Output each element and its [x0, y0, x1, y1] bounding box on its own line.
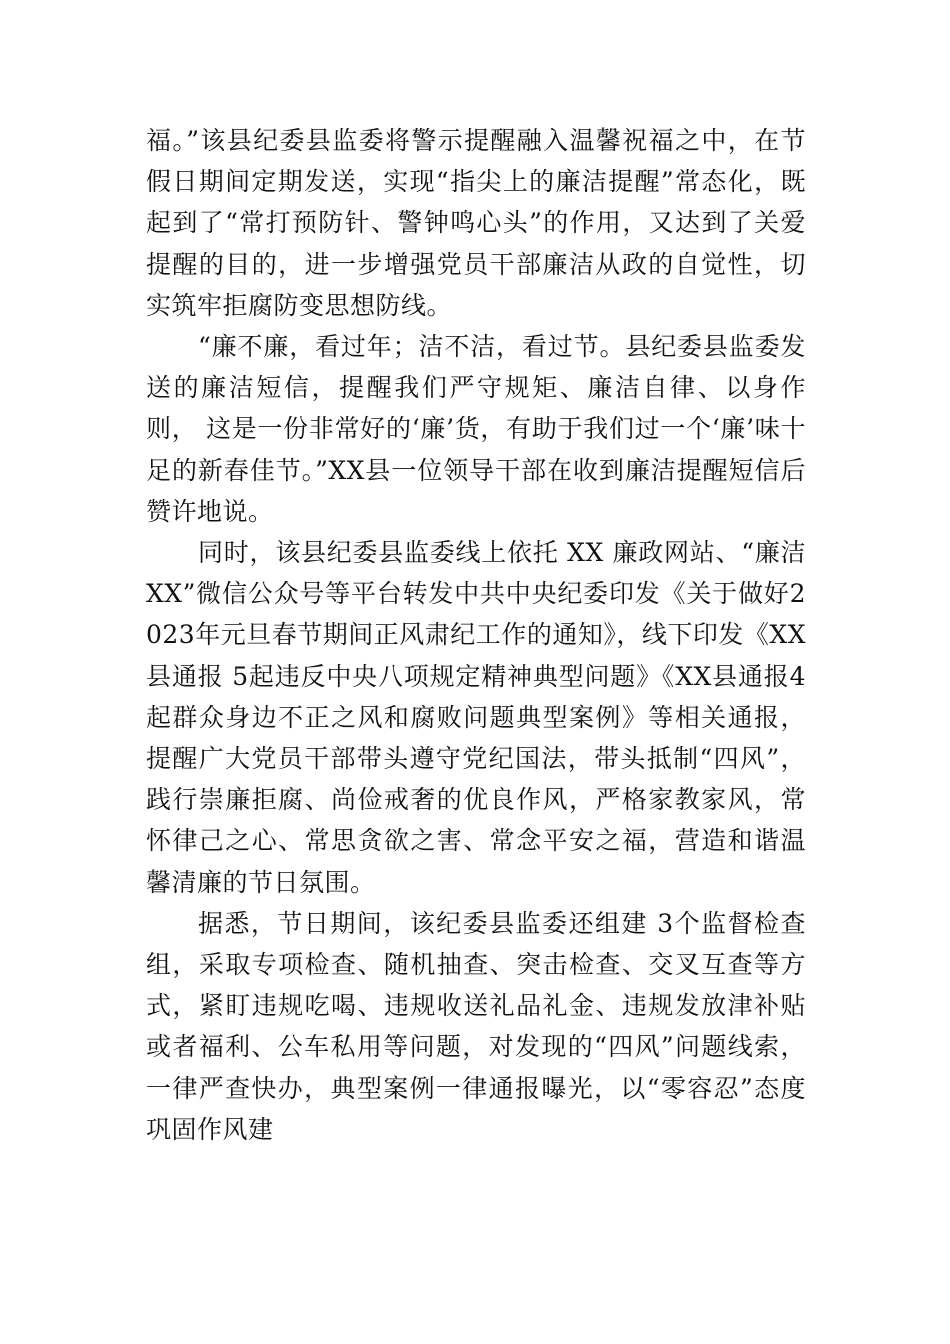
paragraph-online-offline: 同时，该县纪委县监委线上依托 XX 廉政网站、“廉洁XX”微信公众号等平台转发中共中央纪委印发《关于做好2023年元旦春节期间正风肃纪工作的通知》，线下印发《XX县通报 5起违反中央八项规定精神典型问题》《XX县通报4起群众身边不正之风和腐败问题典型案例》等相关通报，提醒广大党员干部带头遵守党纪国法，带头抵制“四风”，践行崇廉拒腐、尚俭戒奢的优良作风，严格家教家风，常怀律己之心、常思贪欲之害、常念平安之福，营造和谐温馨清廉的节日氛围。	[146, 538, 806, 897]
paragraph-continued: 福。”该县纪委县监委将警示提醒融入温馨祝福之中，在节假日期间定期发送，实现“指尖上的廉洁提醒”常态化，既起到了“常打预防针、警钟鸣心头”的作用，又达到了关爱提醒的目的，进一步增强党员干部廉洁从政的自觉性，切实筑牢拒腐防变思想防线。	[146, 126, 806, 320]
paragraph-inspection: 据悉，节日期间，该纪委县监委还组建 3个监督检查组，采取专项检查、随机抽查、突击检查、交叉互查等方式，紧盯违规吃喝、违规收送礼品礼金、违规发放津补贴或者福利、公车私用等问题，对发现的“四风”问题线索，一律严查快办，典型案例一律通报曝光，以“零容忍”态度巩固作风建	[146, 908, 806, 1144]
paragraph-quote: “廉不廉，看过年；洁不洁，看过节。县纪委县监委发送的廉洁短信，提醒我们严守规矩、廉洁自律、以身作则， 这是一份非常好的‘廉’货，有助于我们过一个‘廉’味十足的新春佳节。”XX县一位领导干部在收到廉洁提醒短信后赞许地说。	[146, 332, 806, 526]
body-text	[146, 120, 806, 1150]
